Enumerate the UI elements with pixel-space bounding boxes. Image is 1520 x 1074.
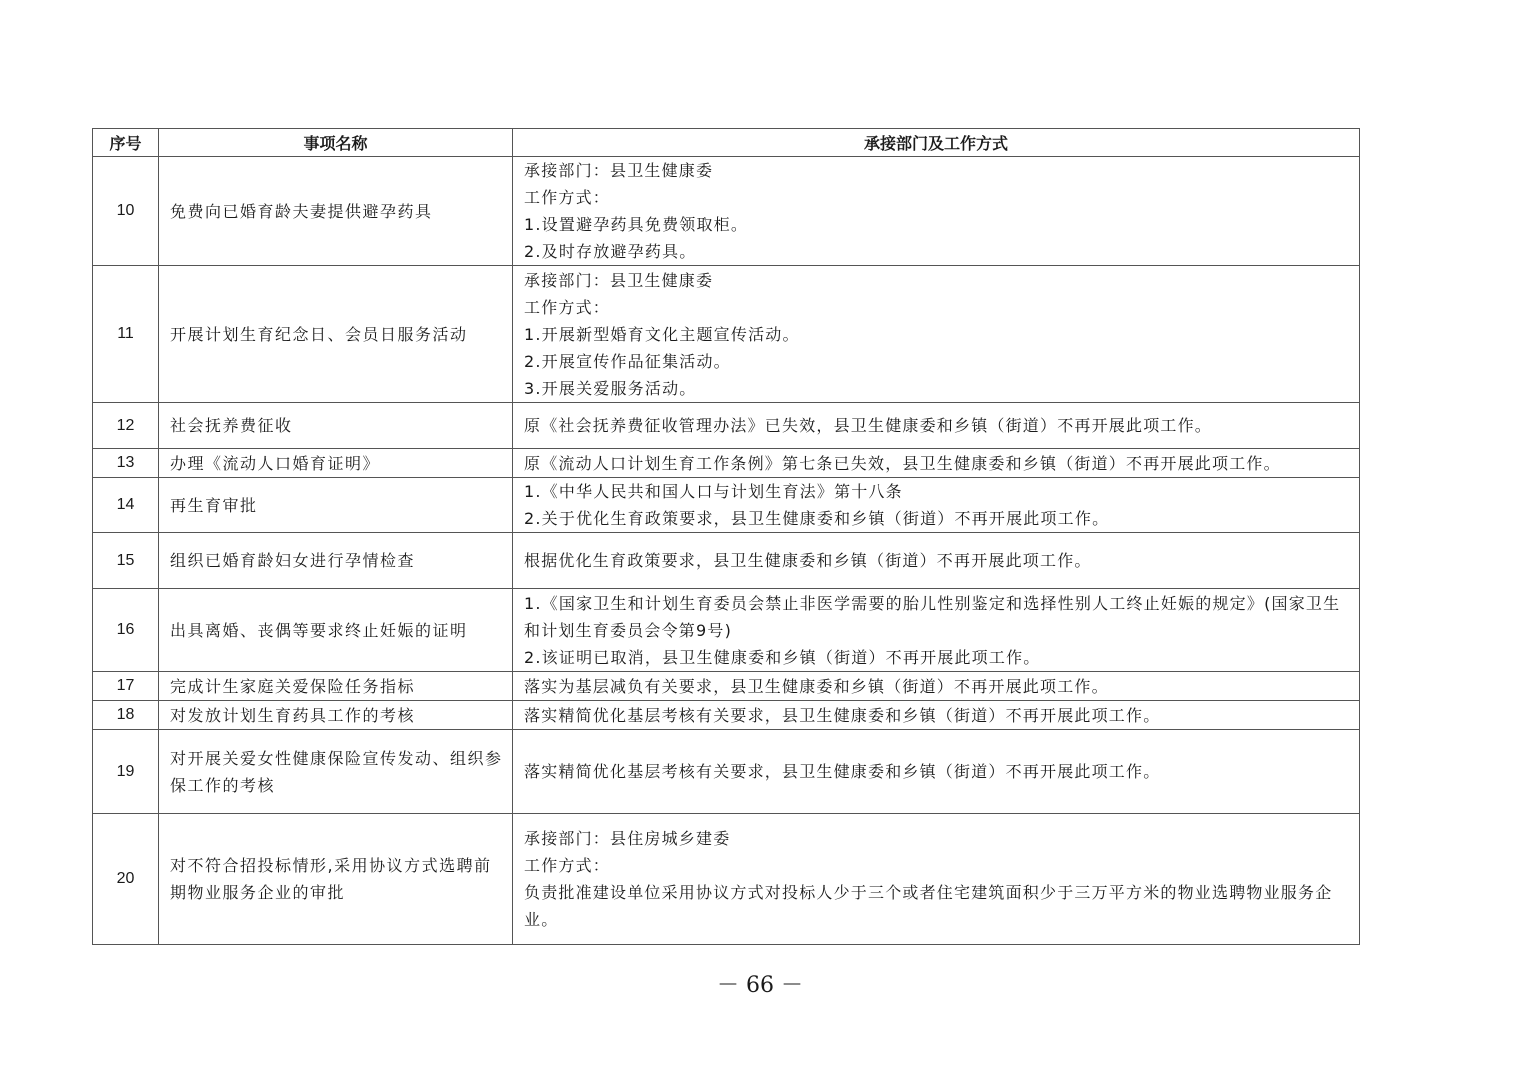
row-item-name: 对开展关爱女性健康保险宣传发动、组织参保工作的考核 [159,730,513,814]
row-serial-number: 18 [93,701,159,730]
detail-line: 3.开展关爱服务活动。 [524,378,697,398]
row-serial-number: 17 [93,672,159,701]
detail-line: 2.关于优化生育政策要求，县卫生健康委和乡镇（街道）不再开展此项工作。 [524,509,1110,528]
row-serial-number: 13 [93,449,159,478]
row-item-name: 社会抚养费征收 [159,403,513,449]
detail-line: 承接部门：县卫生健康委 [524,161,714,180]
table-row [93,814,1360,945]
table-row [93,449,1360,478]
table-row [93,589,1360,672]
row-item-name: 办理《流动人口婚育证明》 [159,449,513,478]
row-department-method [513,403,1360,449]
detail-line: 2.该证明已取消，县卫生健康委和乡镇（街道）不再开展此项工作。 [524,647,1041,667]
policy-table [92,128,1360,945]
row-department-method [513,266,1360,403]
detail-line: 1.开展新型婚育文化主题宣传活动。 [524,324,800,344]
detail-line: 1.《国家卫生和计划生育委员会禁止非医学需要的胎儿性别鉴定和选择性别人工终止妊娠的规定》(国家卫生和计划生育委员会令第9号) [524,593,1341,640]
detail-line: 负责批准建设单位采用协议方式对投标人少于三个或者住宅建筑面积少于三万平方米的物业选聘物业服务企业。 [524,883,1333,929]
row-serial-number: 19 [93,730,159,814]
detail-line: 工作方式： [524,188,611,207]
row-serial-number: 14 [93,478,159,533]
table-row [93,266,1360,403]
row-serial-number: 15 [93,533,159,589]
table-row [93,478,1360,533]
table-row [93,533,1360,589]
detail-line: 承接部门：县卫生健康委 [524,270,714,290]
table-row [93,672,1360,701]
row-item-name: 再生育审批 [159,478,513,533]
row-item-name: 开展计划生育纪念日、会员日服务活动 [159,266,513,403]
row-item-name: 出具离婚、丧偶等要求终止妊娠的证明 [159,589,513,672]
detail-line: 工作方式： [524,856,611,875]
header-item-name: 事项名称 [159,129,513,157]
row-department-method [513,701,1360,730]
detail-line: 原《流动人口计划生育工作条例》第七条已失效，县卫生健康委和乡镇（街道）不再开展此项工作。 [524,453,1281,473]
table-row [93,730,1360,814]
detail-line: 1.《中华人民共和国人口与计划生育法》第十八条 [524,482,903,501]
detail-line: 2.开展宣传作品征集活动。 [524,351,731,371]
table-row [93,403,1360,449]
detail-line: 原《社会抚养费征收管理办法》已失效，县卫生健康委和乡镇（街道）不再开展此项工作。 [524,416,1213,435]
table-row [93,157,1360,266]
table-row [93,701,1360,730]
row-item-name: 免费向已婚育龄夫妻提供避孕药具 [159,157,513,266]
row-department-method [513,589,1360,672]
row-department-method [513,478,1360,533]
row-serial-number: 11 [93,266,159,403]
table-header-row [93,129,1360,157]
row-item-name: 对发放计划生育药具工作的考核 [159,701,513,730]
row-serial-number: 12 [93,403,159,449]
detail-line: 工作方式： [524,297,611,317]
detail-line: 1.设置避孕药具免费领取柜。 [524,215,749,234]
detail-line: 落实精简优化基层考核有关要求，县卫生健康委和乡镇（街道）不再开展此项工作。 [524,705,1161,725]
detail-line: 落实精简优化基层考核有关要求，县卫生健康委和乡镇（街道）不再开展此项工作。 [524,762,1161,781]
row-serial-number: 10 [93,157,159,266]
row-department-method [513,157,1360,266]
detail-line: 根据优化生育政策要求，县卫生健康委和乡镇（街道）不再开展此项工作。 [524,551,1092,570]
header-department-method: 承接部门及工作方式 [513,129,1360,157]
row-department-method [513,672,1360,701]
row-item-name: 对不符合招投标情形,采用协议方式选聘前期物业服务企业的审批 [159,814,513,945]
row-serial-number: 16 [93,589,159,672]
page-number: － 66 － [717,973,803,998]
row-department-method [513,730,1360,814]
row-item-name: 组织已婚育龄妇女进行孕情检查 [159,533,513,589]
detail-line: 承接部门：县住房城乡建委 [524,829,731,848]
row-department-method [513,449,1360,478]
row-department-method [513,814,1360,945]
detail-line: 落实为基层减负有关要求，县卫生健康委和乡镇（街道）不再开展此项工作。 [524,676,1109,696]
detail-line: 2.及时存放避孕药具。 [524,242,697,261]
row-department-method [513,533,1360,589]
row-item-name: 完成计生家庭关爱保险任务指标 [159,672,513,701]
row-serial-number: 20 [93,814,159,945]
header-serial-number: 序号 [93,129,159,157]
